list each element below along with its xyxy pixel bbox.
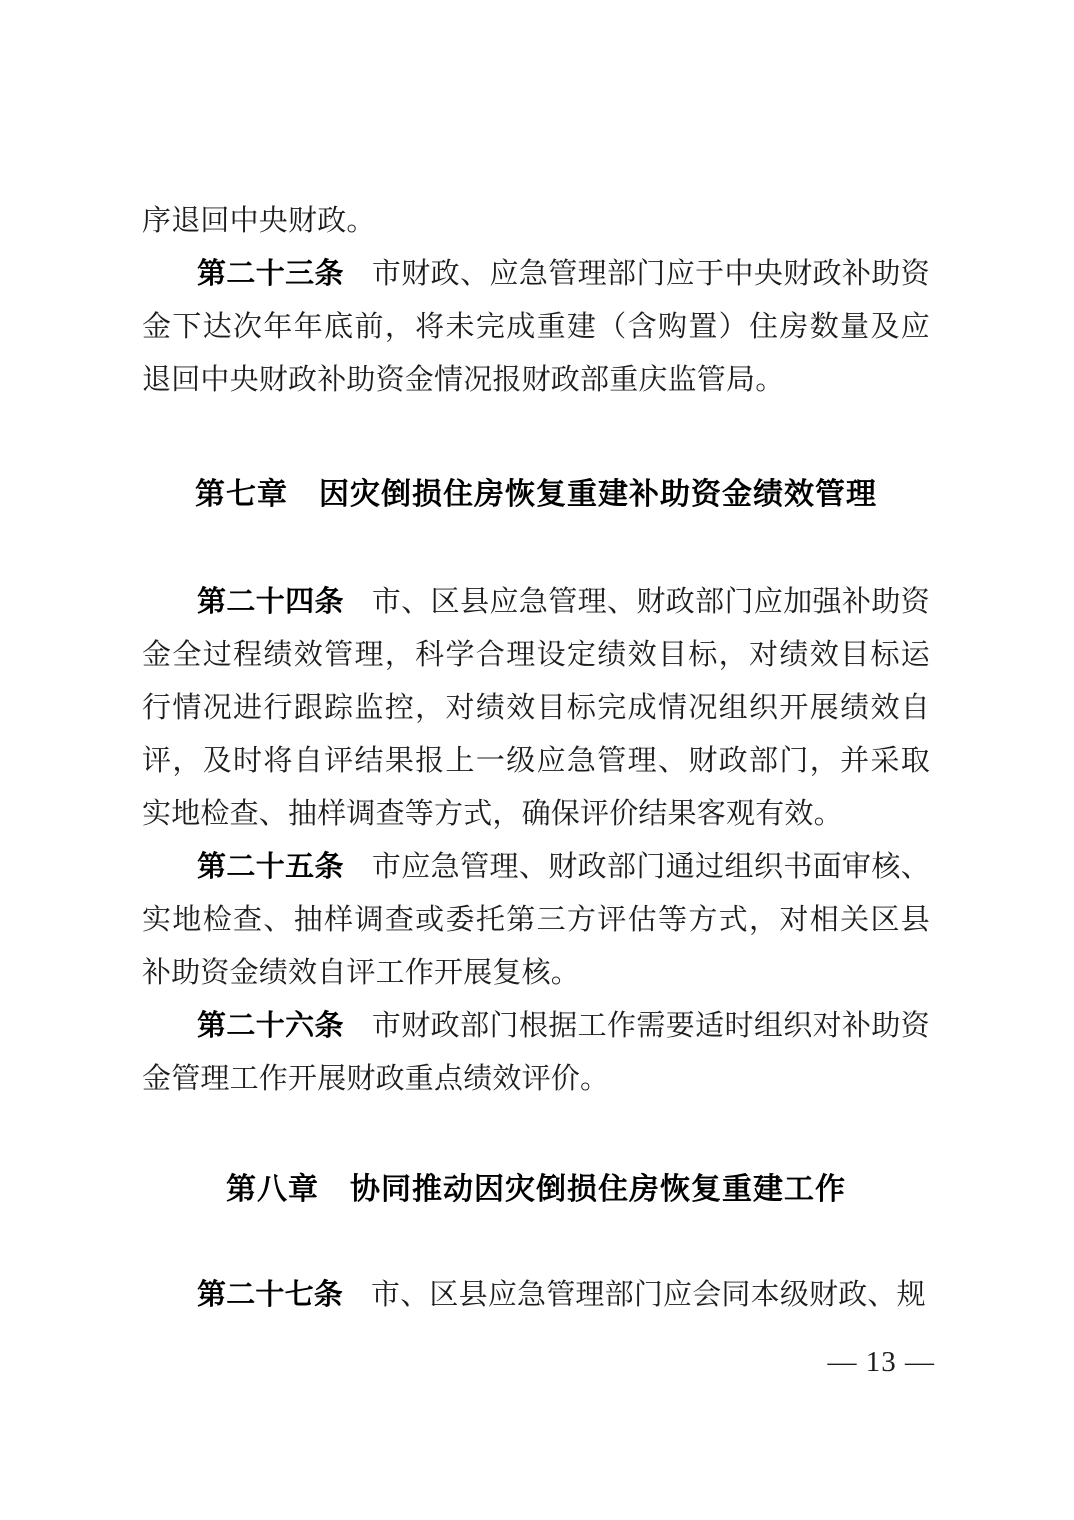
document-body xyxy=(142,195,930,1322)
article-26-text: 市财政部门根据工作需要适时组织对补助资金管理工作开展财政重点绩效评价。 xyxy=(142,1010,930,1095)
article-24-label: 第二十四条 xyxy=(197,586,344,618)
article-23-text: 市财政、应急管理部门应于中央财政补助资金下达次年年底前，将未完成重建（含购置）住房数量及应退回中央财政补助资金情况报财政部重庆监管局。 xyxy=(142,258,930,396)
article-25 xyxy=(142,841,930,1000)
article-27 xyxy=(142,1269,930,1322)
chapter-8-heading: 第八章 协同推动因灾倒损住房恢复重建工作 xyxy=(226,1173,846,1206)
article-26-label: 第二十六条 xyxy=(197,1010,344,1042)
page-number: — 13 — xyxy=(827,1346,935,1378)
article-26 xyxy=(142,1000,930,1106)
article-25-text: 市应急管理、财政部门通过组织书面审核、实地检查、抽样调查或委托第三方评估等方式，对相关区县补助资金绩效自评工作开展复核。 xyxy=(142,851,930,989)
article-27-text: 市、区县应急管理部门应会同本级财政、规 xyxy=(371,1279,926,1311)
article-24 xyxy=(142,576,930,841)
article-27-label: 第二十七条 xyxy=(197,1279,344,1311)
article-23-label: 第二十三条 xyxy=(197,258,344,290)
paragraph-continuation: 序退回中央财政。 xyxy=(142,205,376,237)
article-25-label: 第二十五条 xyxy=(197,851,344,883)
article-24-text: 市、区县应急管理、财政部门应加强补助资金全过程绩效管理，科学合理设定绩效目标，对绩效目标运行情况进行跟踪监控，对绩效目标完成情况组织开展绩效自评，及时将自评结果报上一级应急管理、财政部门，并采取实地检查、抽样调查等方式，确保评价结果客观有效。 xyxy=(142,586,930,830)
chapter-7-heading: 第七章 因灾倒损住房恢复重建补助资金绩效管理 xyxy=(195,478,877,511)
article-23 xyxy=(142,248,930,407)
page-footer xyxy=(828,1346,936,1378)
